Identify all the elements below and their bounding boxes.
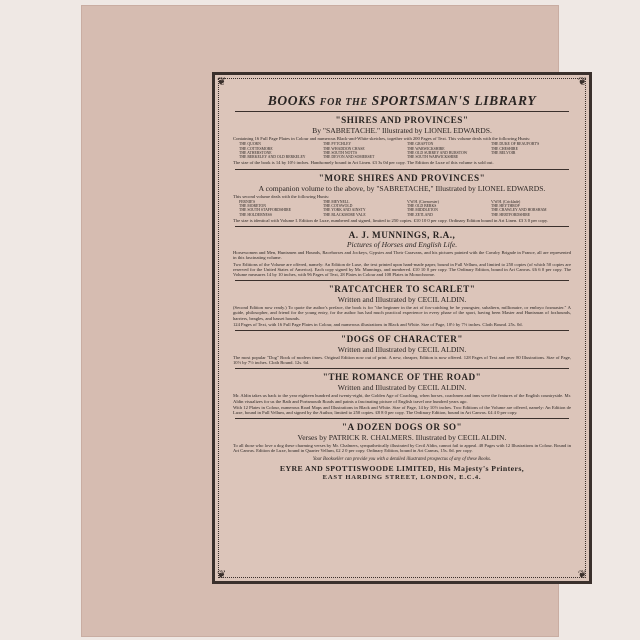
hunt-name: THE WARWICKSHIRE [407,146,445,151]
book-description: Horsewomen and Men, Huntsmen and Hounds, Racehorses and Jockeys, Gypsies and Their Caravans, and his pictures painted with the Cavalry Brigade in France, all are represented in this fascinating volume. [233,250,571,261]
hunt-name: THE OLD BERKS [407,204,437,209]
book-title: "A DOZEN DOGS OR SO" [341,422,463,433]
book-description: This second volume deals with the following Hunts: [233,193,330,199]
book-entry [233,230,571,277]
hunt-name: THE SOUTH STAFFORDSHIRE [239,208,292,213]
corner-ornament-icon: ❦ [577,569,587,581]
book-byline: By "SABRETACHE." Illustrated by LIONEL EDWARDS. [312,126,492,135]
page-title [225,93,579,109]
divider [235,111,569,112]
book-entry [233,115,571,166]
hunt-name: THE ZETLAND [407,212,433,217]
hunt-name: THE DEVON AND SOMERSET [323,155,375,160]
hunt-name: THE HEYTHROP [491,204,520,209]
hunt-list [239,200,571,217]
hunt-name: V.W.H. (Cirencester) [407,199,439,204]
divider [235,368,569,369]
divider [235,280,569,281]
book-description: The most popular "Dog" Book of modern times. Original Edition now out of print. A new, cheaper, Edition is now offered. 128 Pages of Text and over 80 Illustrations. Size of Page, 10½ by 7½ inches. Cloth Bound. 12s. 6d. [233,355,571,366]
book-byline: Verses by PATRICK R. CHALMERS. Illustrated by CECIL ALDIN. [297,433,507,443]
advertisement-content [225,83,579,573]
corner-ornament-icon: ❦ [577,76,587,88]
hunt-name: THE BLACKMORE VALE [323,212,366,217]
book-entry [233,334,571,365]
book-details: 124 Pages of Text, with 16 Full Page Plates in Colour, and numerous illustrations in Black and White. Size of Page, 10½ by 7½ inches. Cloth Bound. 25s. 0d. [233,321,523,327]
hunt-name: THE SOUTH NOTTS [323,150,358,155]
book-description: Mr. Aldin takes us back to the year eighteen hundred and twenty-eight, the Golden Age of Coaching, when horses, coachmen and inns were the features of the English countryside. Mr. Aldin visualizes for us the Bath and Portsmouth Roads and paints a fascinating picture of English travel one hundred years ago. [233,393,571,404]
hunt-name: THE COTTESMORE [239,146,273,151]
divider [235,418,569,419]
book-title: "RATCATCHER TO SCARLET" [328,284,476,295]
book-details: With 12 Plates in Colour, numerous Road Maps and Illustrations in Black and White. Size of Page, 14 by 10½ inches. Two Editions of the Volume are offered, namely: An Edition de Luxe, bound in Full Vellum, and signed by the Author, limited to 250 copies. £8 8 0 per copy. The Ordinary Edition, bound in Art Canvas. £4 4 0 per copy. [233,404,571,416]
bookseller-note: Your Bookseller can provide you with a detailed illustrated prospectus of any of these Books. [312,456,492,462]
book-byline: Pictures of Horses and English Life. [346,240,458,250]
hunt-name: THE COTSWOLD [323,204,353,209]
book-title: A. J. MUNNINGS, R.A., [348,230,456,241]
hunt-name: THE ATHERSTONE [239,150,272,155]
hunt-name: THE GRAFTON [407,142,434,147]
book-entry [233,372,571,415]
hunt-name: THE OLD SURREY AND BURSTOW [407,150,468,155]
corner-ornament-icon: ❦ [217,76,227,88]
publisher-name: EYRE AND SPOTTISWOODE LIMITED, His Majesty's Printers, [279,463,525,473]
book-byline: Written and Illustrated by CECIL ALDIN. [337,345,467,355]
hunt-name: THE PYTCHLEY [323,142,352,147]
book-title: "MORE SHIRES AND PROVINCES" [318,172,486,183]
hunt-list [239,142,571,159]
hunt-name: FERNIE'S [239,199,256,204]
hunt-name [491,155,571,159]
divider [235,169,569,170]
book-details: The size is identical with Volume I. Edition de Luxe, numbered and signed, limited to 250 copies. £10 10 0 per copy. Ordinary Edition bound in Art Linen. £3 3 0 per copy. [233,217,548,223]
hunt-name: THE SOUTH WARWICKSHIRE [407,155,459,160]
book-description: (Second Edition now ready.) To quote the author's preface, the book is for "the beginner in the art of fox-catching be he youngster, subaltern, millionaire, or embryo foxmaster." A guide, philosopher, and friend for the young entry, for the author has had much practical experience in every phase of the sport, having been Master and Huntsman of foxhounds, harriers, beagles, and basset hounds. [233,305,571,321]
book-title: "THE ROMANCE OF THE ROAD" [322,372,482,383]
hunt-name: THE BERKELEY AND OLD BERKELEY [239,155,306,160]
book-byline: A companion volume to the above, by "SABRETACHE," Illustrated by LIONEL EDWARDS. [258,183,546,193]
hunt-name: THE MIDDLETON [407,208,438,213]
book-list [225,115,579,454]
hunt-name: THE CRAWLEY AND HORSHAM [491,208,547,213]
divider [235,330,569,331]
hunt-name: THE CHESHIRE [491,146,518,151]
hunt-name: THE HERTFORDSHIRE [491,212,531,217]
title-part: SPORTSMAN'S LIBRARY [371,93,537,108]
hunt-name: THE YORK AND AINSTY [323,208,366,213]
publisher-address: EAST HARDING STREET, LONDON, E.C.4. [322,473,482,481]
title-part: BOOKS [267,93,316,108]
hunt-name: THE DUKE OF BEAUFORT'S [491,142,540,147]
book-details: Two Editions of the Volume are offered, namely: An Edition de Luxe, the text printed upon hand-made paper, bound in Full Vellum, and limited to 250 copies (of which 50 copies are reserved for the United States of America). Each copy signed by Mr. Munnings, and numbered. £10 10 0 per copy. The Ordinary Edition, bound in Art Canvas. £6 6 0 per copy. The Volume measures 14 by 10 inches, with 96 Pages of Text, 28 Plates in Colour and 108 Plates in Monochrome. [233,261,571,277]
hunt-name: THE QUORN [239,142,261,147]
book-title: "SHIRES AND PROVINCES" [335,115,469,125]
hunt-name: THE MORETON [239,204,267,209]
divider [235,226,569,227]
book-entry [233,422,571,453]
hunt-name: THE BELVOIR [491,150,516,155]
hunt-name: THE WHADDON CHASE [323,146,365,151]
book-entry [233,173,571,224]
book-entry [233,284,571,327]
book-details: The size of the book is 14 by 10½ inches. Handsomely bound in Art Linen. £3 3s 0d per copy. The Edition de Luxe of this volume is sold out. [233,160,494,166]
advertisement-frame [212,72,592,584]
book-byline: Written and Illustrated by CECIL ALDIN. [337,295,467,305]
hunt-name: V.W.H. (Cricklade) [491,199,521,204]
book-description: Containing 16 Full Page Plates in Colour and numerous Black-and-White sketches, together with 200 Pages of Text. This volume deals with the following Hunts: [233,136,531,141]
book-title: "DOGS OF CHARACTER" [341,334,463,345]
title-part: FOR THE [319,97,368,108]
book-byline: Written and Illustrated by CECIL ALDIN. [337,383,467,393]
book-cover [82,6,587,636]
book-description: To all those who love a dog these charming verses by Mr. Chalmers, sympathetically illustrated by Cecil Aldin, cannot fail to appeal. 48 Pages with 12 Illustrations in Colour. Bound in Art Canvas. Edition de Luxe, bound in Quarter Vellum, £2 2 0 per copy. Ordinary Edition, bound in Art Canvas, 15s. 0d. per copy. [233,443,571,454]
hunt-name: THE HOLDERNESS [239,212,273,217]
corner-ornament-icon: ❦ [217,569,227,581]
hunt-name: THE MEYNELL [323,199,350,204]
